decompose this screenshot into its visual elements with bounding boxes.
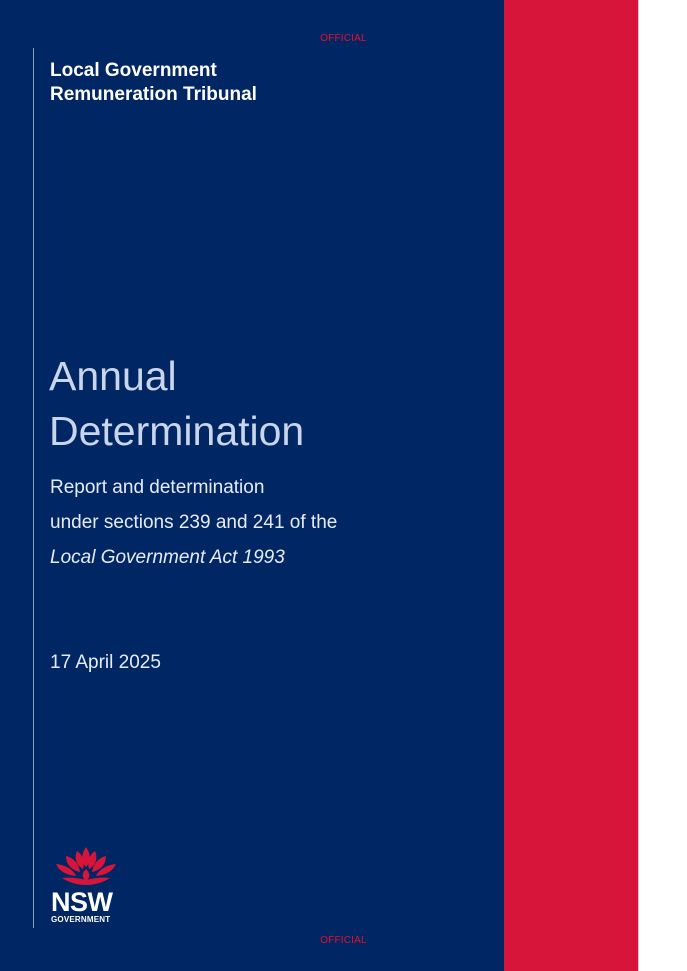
organisation-name-line-1: Local Government xyxy=(50,60,217,81)
red-accent-panel xyxy=(504,0,638,971)
document-title-line-1: Annual xyxy=(49,353,177,399)
classification-label-top: OFFICIAL xyxy=(320,33,367,44)
document-title-line-2: Determination xyxy=(49,408,305,454)
document-subtitle-act-name: Local Government Act 1993 xyxy=(50,547,285,568)
nsw-government-logo xyxy=(48,845,124,925)
classification-label-bottom: OFFICIAL xyxy=(320,935,367,946)
logo-wordmark: NSW xyxy=(51,887,113,917)
waratah-icon xyxy=(48,845,124,889)
organisation-name-line-2: Remuneration Tribunal xyxy=(50,84,257,105)
document-subtitle-line-2: under sections 239 and 241 of the xyxy=(50,512,338,533)
document-subtitle-line-1: Report and determination xyxy=(50,477,265,498)
publication-date: 17 April 2025 xyxy=(50,652,161,673)
document-title xyxy=(49,349,304,459)
organisation-name xyxy=(50,59,257,107)
document-subtitle xyxy=(50,470,337,575)
vertical-rule xyxy=(33,48,34,928)
logo-subtext: GOVERNMENT xyxy=(51,915,111,924)
